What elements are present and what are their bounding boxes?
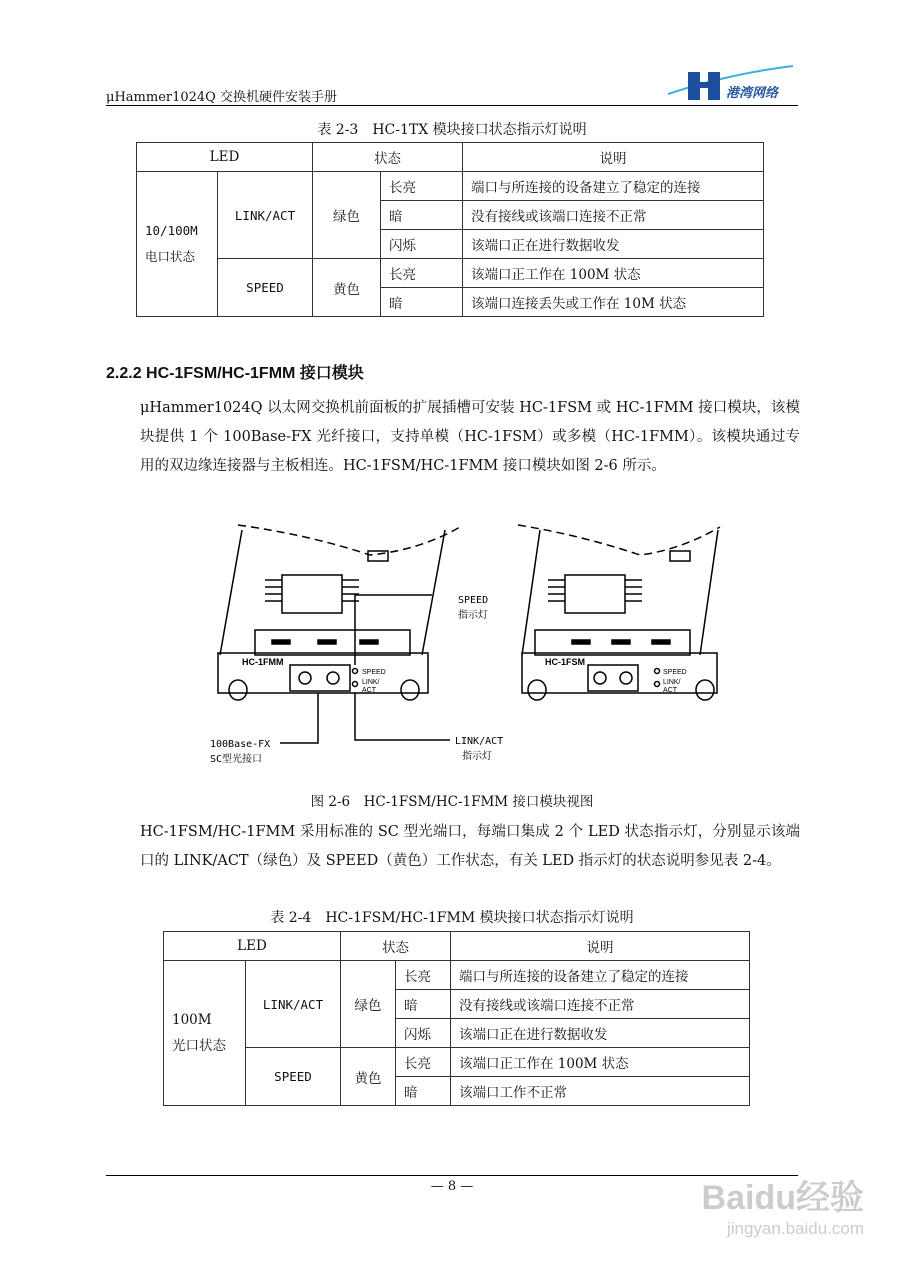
description: 该端口正工作在 100M 状态 (451, 1048, 750, 1077)
callout-text: 指示灯 (458, 610, 488, 621)
model-label-right: HC-1FSM (545, 657, 585, 667)
state: 闪烁 (396, 1019, 451, 1048)
led-label: SPEED (663, 669, 687, 676)
watermark-url: jingyan.baidu.com (726, 1219, 864, 1238)
callout-text: SC型光接口 (210, 754, 263, 765)
logo-text: 港湾网络 (726, 86, 779, 101)
state: 暗 (396, 1077, 451, 1106)
th-led: LED (137, 143, 313, 172)
led-color: 黄色 (341, 1048, 396, 1106)
led-label: SPEED (362, 669, 386, 676)
state: 闪烁 (381, 230, 463, 259)
th-desc: 说明 (451, 932, 750, 961)
state: 暗 (381, 288, 463, 317)
callout-text: LINK/ACT (455, 736, 504, 747)
callout-text: 100Base-FX (210, 739, 271, 750)
section-heading: 2.2.2 HC-1FSM/HC-1FMM 接口模块 (106, 365, 364, 382)
description: 该端口正在进行数据收发 (463, 230, 764, 259)
state: 长亮 (381, 259, 463, 288)
table1-caption: 表 2-3 HC-1TX 模块接口状态指示灯说明 (317, 122, 587, 138)
watermark-brand: Baidu经验 (701, 1179, 864, 1217)
page-number: — 8 — (430, 1179, 474, 1194)
description: 该端口连接丢失或工作在 10M 状态 (463, 288, 764, 317)
header-title: μHammer1024Q 交换机硬件安装手册 (106, 90, 337, 105)
th-status: 状态 (341, 932, 451, 961)
company-logo (668, 64, 798, 104)
led-name: LINK/ACT (246, 961, 341, 1048)
th-led: LED (164, 932, 341, 961)
state: 长亮 (396, 1048, 451, 1077)
header-rule (106, 105, 798, 106)
description: 该端口工作不正常 (451, 1077, 750, 1106)
watermark (702, 1170, 864, 1239)
description: 没有接线或该端口连接不正常 (463, 201, 764, 230)
led-color: 黄色 (313, 259, 381, 317)
led-label: LINK/ (362, 679, 380, 686)
led-color: 绿色 (341, 961, 396, 1048)
footer-rule (106, 1175, 798, 1176)
callout-text: SPEED (458, 595, 489, 606)
model-label-left: HC-1FMM (242, 657, 284, 667)
description: 端口与所连接的设备建立了稳定的连接 (451, 961, 750, 990)
callout-text: 指示灯 (462, 751, 492, 762)
description: 该端口正工作在 100M 状态 (463, 259, 764, 288)
module-figure (200, 515, 740, 775)
description: 没有接线或该端口连接不正常 (451, 990, 750, 1019)
led-color: 绿色 (313, 172, 381, 259)
body-paragraph: HC-1FSM/HC-1FMM 采用标准的 SC 型光端口，每端口集成 2 个 LED 状态指示灯，分别显示该端口的 LINK/ACT（绿色）及 SPEED（黄色）工作状态，有关 LED 指示灯的状态说明参见表 2-4。 (140, 824, 800, 869)
led-name: SPEED (218, 259, 313, 317)
led-label: ACT (362, 687, 376, 694)
description: 端口与所连接的设备建立了稳定的连接 (463, 172, 764, 201)
led-name: SPEED (246, 1048, 341, 1106)
section-paragraph: μHammer1024Q 以太网交换机前面板的扩展插槽可安装 HC-1FSM 或 HC-1FMM 接口模块，该模块提供 1 个 100Base-FX 光纤接口，支持单模（HC-1FSM）或多模（HC-1FMM）。该模块通过专用的双边缘连接器与主板相连。HC-1FSM/HC-1FMM 接口模块如图 2-6 所示。 (140, 400, 800, 474)
led-label: LINK/ (663, 679, 681, 686)
state: 暗 (381, 201, 463, 230)
description: 该端口正在进行数据收发 (451, 1019, 750, 1048)
state: 暗 (396, 990, 451, 1019)
led-group: 10/100M 电口状态 (137, 172, 218, 317)
state: 长亮 (381, 172, 463, 201)
table2 (163, 931, 750, 1106)
th-status: 状态 (313, 143, 463, 172)
th-desc: 说明 (463, 143, 764, 172)
led-group: 100M 光口状态 (164, 961, 246, 1106)
led-name: LINK/ACT (218, 172, 313, 259)
led-label: ACT (663, 687, 677, 694)
state: 长亮 (396, 961, 451, 990)
figure-caption: 图 2-6 HC-1FSM/HC-1FMM 接口模块视图 (310, 794, 594, 810)
table2-caption: 表 2-4 HC-1FSM/HC-1FMM 模块接口状态指示灯说明 (270, 910, 634, 926)
table1 (136, 142, 764, 317)
